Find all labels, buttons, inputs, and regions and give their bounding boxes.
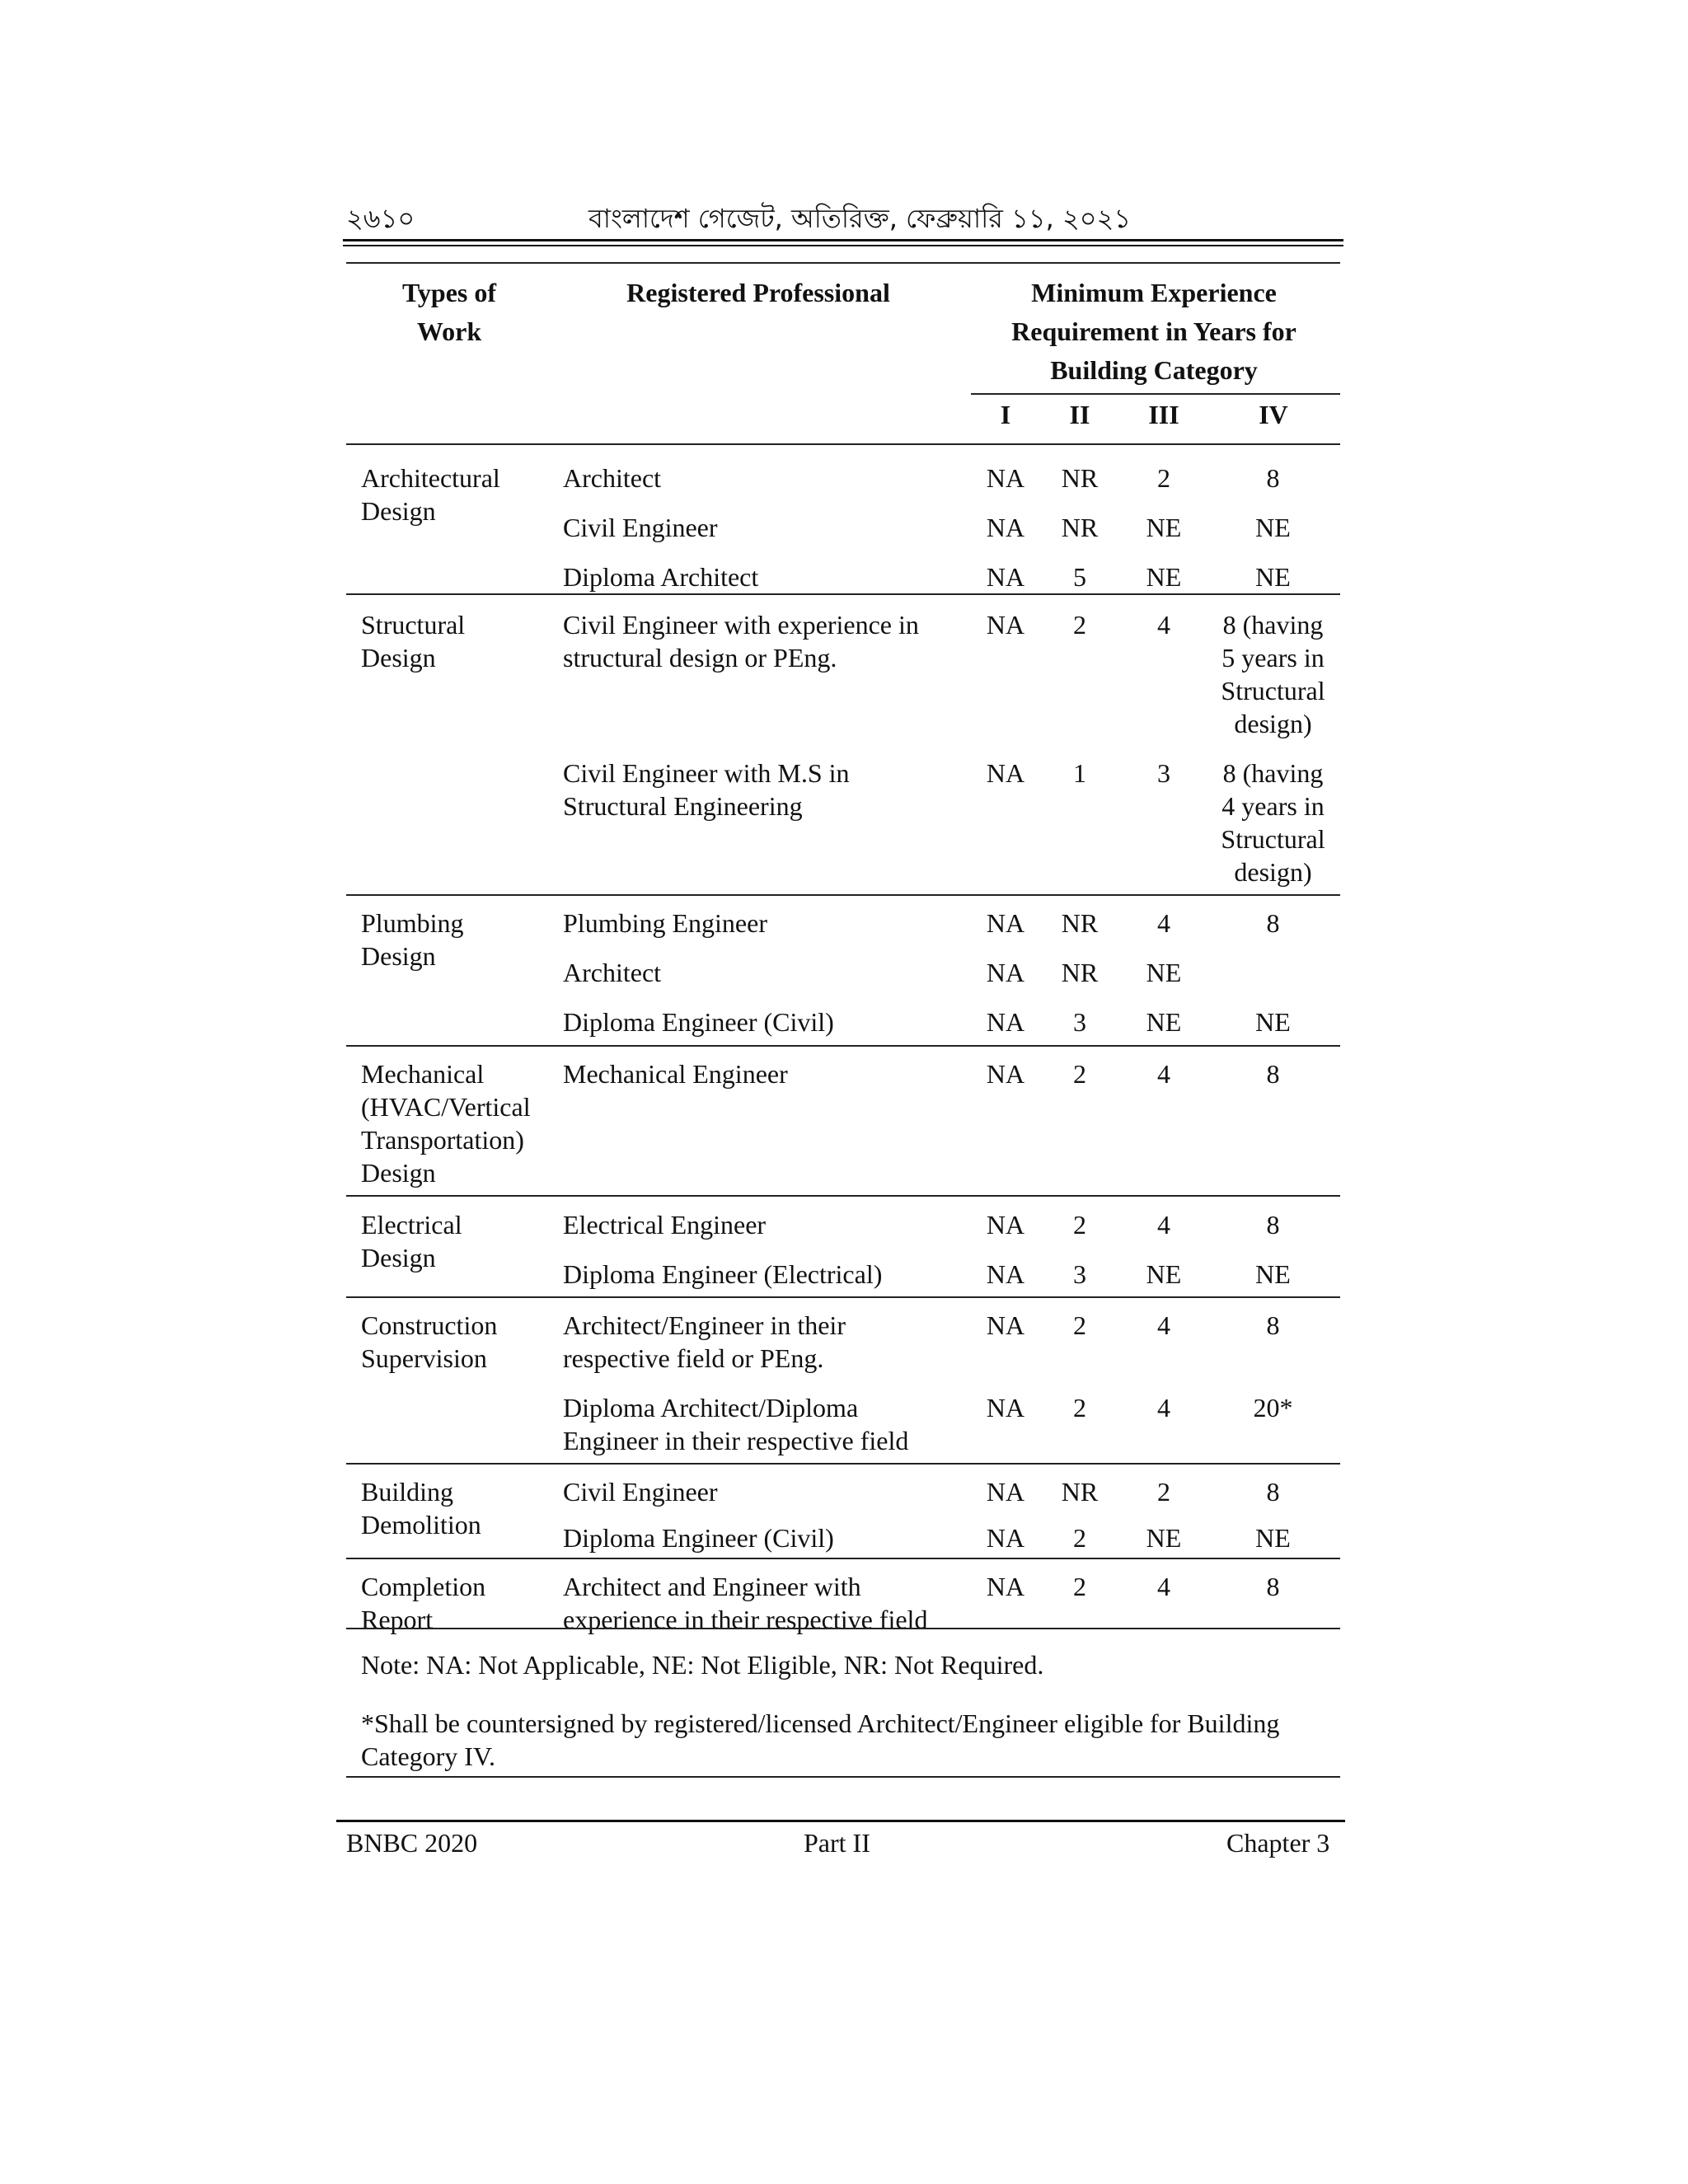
column-header-minimum-experience: Minimum Experience Requirement in Years for Building Category bbox=[1011, 278, 1296, 385]
footer-rule bbox=[336, 1820, 1345, 1822]
value-cat-i: NA bbox=[986, 758, 1025, 788]
value-cat-i: NA bbox=[986, 1572, 1025, 1601]
value-cat-iii: 4 bbox=[1157, 1310, 1170, 1340]
group-separator-rule bbox=[346, 1558, 1340, 1559]
value-cat-iii: NE bbox=[1146, 513, 1182, 542]
registered-professional-cell: Architect bbox=[563, 958, 662, 987]
registered-professional-cell: Civil Engineer bbox=[563, 1477, 718, 1507]
value-cat-i: NA bbox=[986, 1007, 1025, 1037]
header-rule-thin bbox=[343, 245, 1343, 246]
table-end-rule bbox=[346, 1776, 1340, 1778]
value-cat-ii: 2 bbox=[1073, 1393, 1086, 1422]
group-separator-rule bbox=[346, 1195, 1340, 1197]
value-cat-ii: NR bbox=[1061, 908, 1099, 938]
value-cat-i: NA bbox=[986, 908, 1025, 938]
value-cat-ii: 3 bbox=[1073, 1259, 1086, 1289]
value-cat-iv: 8 bbox=[1266, 1310, 1280, 1340]
table-body-bottom-rule bbox=[346, 1628, 1340, 1629]
category-header-i: I bbox=[1000, 400, 1011, 429]
value-cat-ii: NR bbox=[1061, 463, 1099, 493]
value-cat-ii: 2 bbox=[1073, 1572, 1086, 1601]
value-cat-iii: 3 bbox=[1157, 758, 1170, 788]
value-cat-ii: 2 bbox=[1073, 1523, 1086, 1553]
types-of-work-cell: Completion Report bbox=[361, 1572, 486, 1634]
value-cat-ii: 1 bbox=[1073, 758, 1086, 788]
registered-professional-cell: Mechanical Engineer bbox=[563, 1059, 788, 1089]
registered-professional-cell: Architect bbox=[563, 463, 662, 493]
value-cat-iii: 4 bbox=[1157, 1210, 1170, 1240]
value-cat-iv: 8 bbox=[1266, 1572, 1280, 1601]
value-cat-i: NA bbox=[986, 1477, 1025, 1507]
value-cat-iv: 8 bbox=[1266, 908, 1280, 938]
value-cat-iii: 2 bbox=[1157, 1477, 1170, 1507]
table-top-rule bbox=[346, 262, 1340, 264]
footer-part: Part II bbox=[804, 1828, 870, 1858]
types-of-work-cell: Electrical Design bbox=[361, 1210, 462, 1272]
value-cat-i: NA bbox=[986, 1393, 1025, 1422]
group-separator-rule bbox=[346, 1296, 1340, 1298]
value-cat-iii: NE bbox=[1146, 1259, 1182, 1289]
value-cat-iii: 4 bbox=[1157, 1393, 1170, 1422]
types-of-work-cell: Plumbing Design bbox=[361, 908, 464, 971]
registered-professional-cell: Diploma Architect bbox=[563, 562, 759, 592]
value-cat-i: NA bbox=[986, 1259, 1025, 1289]
registered-professional-cell: Civil Engineer with M.S in Structural Engineering bbox=[563, 758, 850, 821]
types-of-work-cell: Structural Design bbox=[361, 610, 466, 673]
value-cat-iii: NE bbox=[1146, 562, 1182, 592]
value-cat-iii: 4 bbox=[1157, 1572, 1170, 1601]
page-number: ২৬১০ bbox=[346, 203, 415, 234]
header-rule bbox=[343, 239, 1343, 241]
footnote: *Shall be countersigned by registered/licensed Architect/Engineer eligible for Building Category IV. bbox=[361, 1708, 1280, 1771]
category-header-iii: III bbox=[1148, 400, 1179, 429]
group-separator-rule bbox=[346, 1463, 1340, 1465]
types-of-work-cell: Building Demolition bbox=[361, 1477, 481, 1540]
value-cat-ii: NR bbox=[1061, 513, 1099, 542]
value-cat-i: NA bbox=[986, 1523, 1025, 1553]
value-cat-ii: NR bbox=[1061, 958, 1099, 987]
value-cat-iv: 8 bbox=[1266, 1210, 1280, 1240]
value-cat-iv: 8 (having 5 years in Structural design) bbox=[1221, 610, 1325, 738]
value-cat-iv: 8 (having 4 years in Structural design) bbox=[1221, 758, 1325, 887]
value-cat-i: NA bbox=[986, 1210, 1025, 1240]
types-of-work-cell: Mechanical (HVAC/Vertical Transportation) Design bbox=[361, 1059, 531, 1188]
value-cat-i: NA bbox=[986, 1310, 1025, 1340]
footer-chapter: Chapter 3 bbox=[1226, 1828, 1330, 1858]
value-cat-iii: NE bbox=[1146, 1523, 1182, 1553]
page-header bbox=[343, 198, 1343, 239]
registered-professional-cell: Diploma Architect/Diploma Engineer in their respective field bbox=[563, 1393, 909, 1455]
abbreviation-note: Note: NA: Not Applicable, NE: Not Eligible, NR: Not Required. bbox=[361, 1650, 1044, 1680]
value-cat-ii: 2 bbox=[1073, 610, 1086, 640]
value-cat-ii: NR bbox=[1061, 1477, 1099, 1507]
value-cat-iv: NE bbox=[1255, 562, 1291, 592]
column-header-types-of-work: Types of Work bbox=[401, 278, 497, 346]
value-cat-i: NA bbox=[986, 958, 1025, 987]
registered-professional-cell: Civil Engineer with experience in structural design or PEng. bbox=[563, 610, 919, 673]
value-cat-iii: 2 bbox=[1157, 463, 1170, 493]
registered-professional-cell: Architect/Engineer in their respective field or PEng. bbox=[563, 1310, 846, 1373]
value-cat-iv: NE bbox=[1255, 1523, 1291, 1553]
value-cat-ii: 3 bbox=[1073, 1007, 1086, 1037]
value-cat-i: NA bbox=[986, 1059, 1025, 1089]
value-cat-iii: 4 bbox=[1157, 610, 1170, 640]
value-cat-i: NA bbox=[986, 513, 1025, 542]
registered-professional-cell: Civil Engineer bbox=[563, 513, 718, 542]
value-cat-iii: NE bbox=[1146, 958, 1182, 987]
value-cat-iv: NE bbox=[1255, 1259, 1291, 1289]
group-separator-rule bbox=[346, 593, 1340, 595]
footer-code: BNBC 2020 bbox=[346, 1828, 478, 1858]
registered-professional-cell: Architect and Engineer with experience in their respective field bbox=[563, 1572, 928, 1634]
value-cat-ii: 2 bbox=[1073, 1210, 1086, 1240]
value-cat-iii: NE bbox=[1146, 1007, 1182, 1037]
value-cat-iv: NE bbox=[1255, 513, 1291, 542]
value-cat-i: NA bbox=[986, 610, 1025, 640]
category-header-rule bbox=[971, 393, 1340, 395]
value-cat-iv: NE bbox=[1255, 1007, 1291, 1037]
value-cat-iii: 4 bbox=[1157, 1059, 1170, 1089]
registered-professional-cell: Plumbing Engineer bbox=[563, 908, 767, 938]
group-separator-rule bbox=[346, 894, 1340, 896]
value-cat-i: NA bbox=[986, 463, 1025, 493]
value-cat-iii: 4 bbox=[1157, 908, 1170, 938]
category-header-ii: II bbox=[1069, 400, 1090, 429]
value-cat-iv: 20* bbox=[1253, 1393, 1293, 1422]
table-header-bottom-rule bbox=[346, 443, 1340, 445]
value-cat-ii: 2 bbox=[1073, 1310, 1086, 1340]
types-of-work-cell: Architectural Design bbox=[361, 463, 500, 526]
value-cat-ii: 5 bbox=[1073, 562, 1086, 592]
value-cat-ii: 2 bbox=[1073, 1059, 1086, 1089]
value-cat-iv: 8 bbox=[1266, 1477, 1280, 1507]
column-header-registered-professional: Registered Professional bbox=[626, 278, 890, 307]
category-header-iv: IV bbox=[1259, 400, 1288, 429]
registered-professional-cell: Diploma Engineer (Electrical) bbox=[563, 1259, 883, 1289]
gazette-title: বাংলাদেশ গেজেট, অতিরিক্ত, ফেব্রুয়ারি ১১, ২০২১ bbox=[588, 203, 1132, 234]
group-separator-rule bbox=[346, 1045, 1340, 1047]
registered-professional-cell: Electrical Engineer bbox=[563, 1210, 767, 1240]
value-cat-iv: 8 bbox=[1266, 463, 1280, 493]
types-of-work-cell: Construction Supervision bbox=[361, 1310, 498, 1373]
value-cat-i: NA bbox=[986, 562, 1025, 592]
value-cat-iv: 8 bbox=[1266, 1059, 1280, 1089]
registered-professional-cell: Diploma Engineer (Civil) bbox=[563, 1007, 834, 1037]
registered-professional-cell: Diploma Engineer (Civil) bbox=[563, 1523, 834, 1553]
